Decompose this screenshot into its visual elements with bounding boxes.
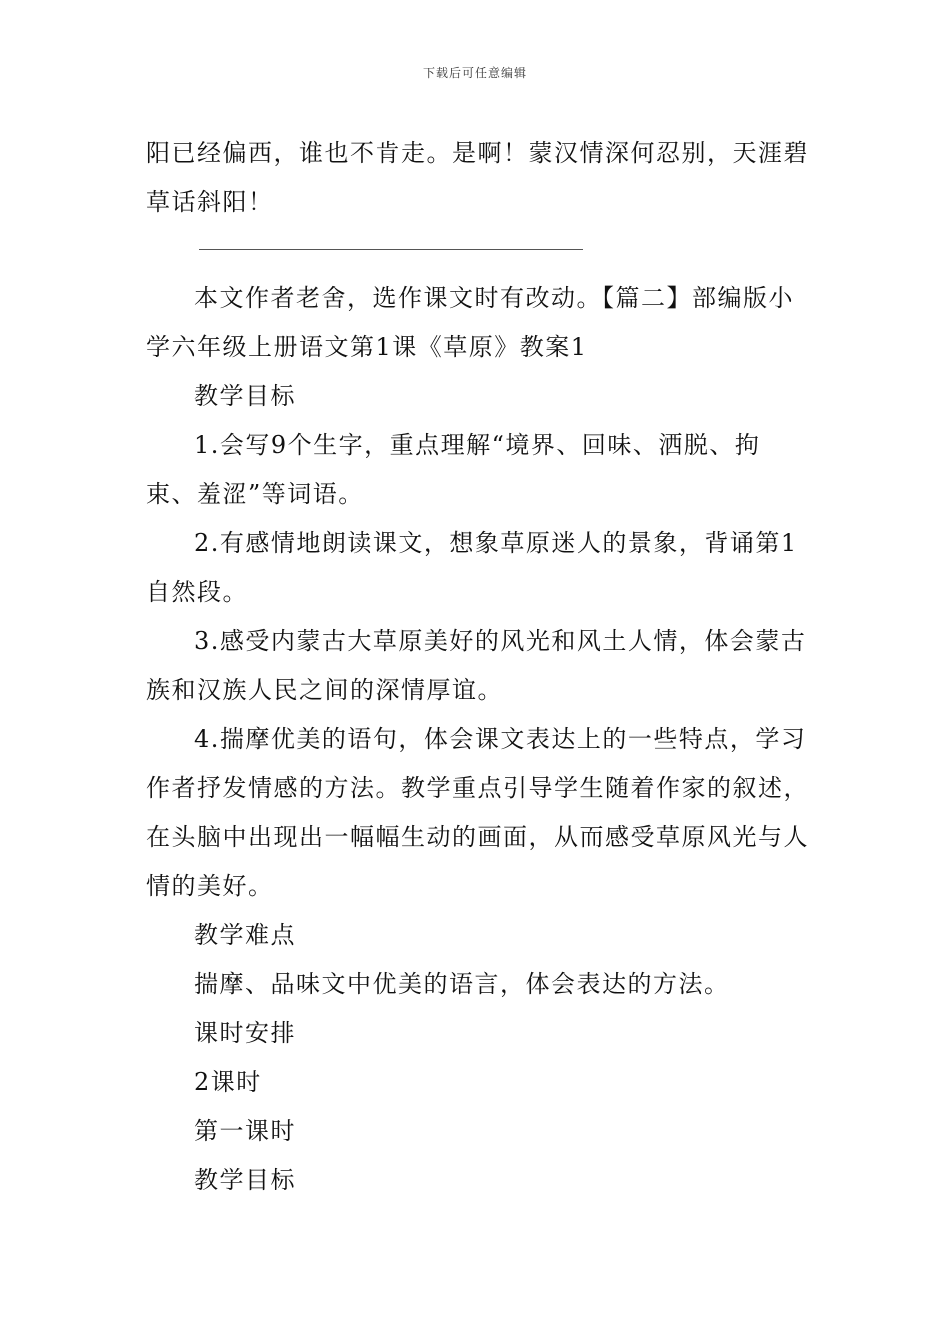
- paragraph-goal-4: 4.揣摩优美的语句，体会课文表达上的一些特点，学习作者抒发情感的方法。教学重点引导学生随着作家的叙述，在头脑中出现出一幅幅生动的画面，从而感受草原风光与人情的美好。: [146, 725, 809, 900]
- page-header-note: 下载后可任意编辑: [422, 66, 527, 80]
- paragraph-goal-1: 1.会写9个生字，重点理解“境界、回味、洒脱、拘束、羞涩”等词语。: [146, 431, 761, 508]
- heading-first-lesson: 第一课时: [194, 1117, 296, 1145]
- separator-rule: [146, 227, 810, 268]
- separator-line: [199, 249, 583, 250]
- heading-teaching-goals: 教学目标: [194, 382, 296, 410]
- heading-schedule: 课时安排: [194, 1019, 296, 1047]
- paragraph-schedule: 2课时: [194, 1068, 262, 1096]
- paragraph-difficulty: 揣摩、品味文中优美的语言，体会表达的方法。: [194, 970, 730, 998]
- heading-teaching-difficulty: 教学难点: [194, 921, 296, 949]
- heading-teaching-goals-2: 教学目标: [194, 1166, 296, 1194]
- paragraph-continuation: 阳已经偏西，谁也不肯走。是啊！蒙汉情深何忍别，天涯碧草话斜阳！: [146, 139, 809, 216]
- paragraph-goal-2: 2.有感情地朗读课文，想象草原迷人的景象，背诵第1自然段。: [146, 529, 798, 606]
- paragraph-source-note: 本文作者老舍，选作课文时有改动。【篇二】部编版小学六年级上册语文第1课《草原》教案1: [146, 284, 794, 361]
- document-body: [146, 129, 810, 1205]
- paragraph-goal-3: 3.感受内蒙古大草原美好的风光和风土人情，体会蒙古族和汉族人民之间的深情厚谊。: [146, 627, 807, 704]
